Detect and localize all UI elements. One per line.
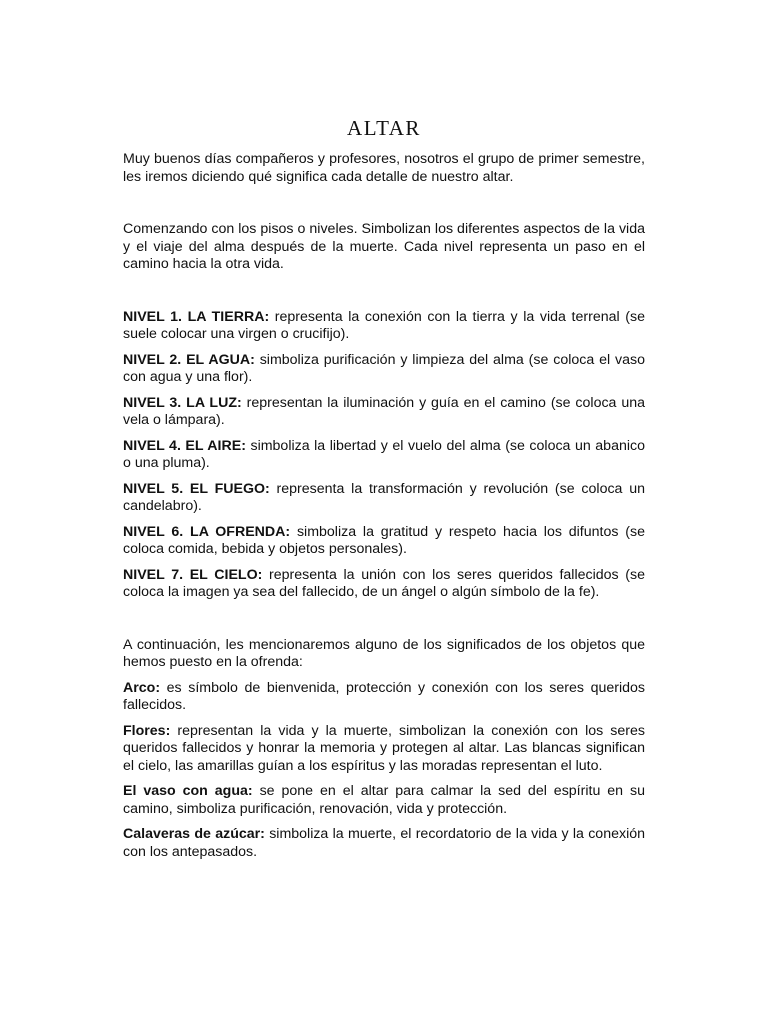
- level-7-paragraph: [123, 567, 645, 602]
- level-5-paragraph: [123, 481, 645, 516]
- objects-intro-paragraph: A continuación, les mencionaremos alguno de los significados de los objetos que hemos puesto en la ofrenda:: [123, 636, 645, 670]
- level-2-paragraph: [123, 352, 645, 387]
- document-body: [123, 151, 645, 861]
- level-label: NIVEL 6. LA OFRENDA:: [123, 523, 291, 540]
- object-text: es símbolo de bienvenida, protección y conexión con los seres queridos fallecidos.: [123, 679, 645, 713]
- object-arco-paragraph: [123, 680, 645, 715]
- page-title: ALTAR: [347, 116, 421, 140]
- object-vaso-paragraph: [123, 783, 645, 818]
- object-text: se pone en el altar para calmar la sed del espíritu en su camino, simboliza purificación, renovación, vida y protección.: [123, 783, 645, 817]
- level-label: NIVEL 4. EL AIRE:: [123, 437, 246, 454]
- object-text: representan la vida y la muerte, simbolizan la conexión con los seres queridos fallecidos y honrar la memoria y protegen al altar. Las blancas significan el cielo, las amarillas guían a los espíritus y las moradas representan el luto.: [123, 722, 645, 774]
- level-4-paragraph: [123, 438, 645, 473]
- level-text: representa la unión con los seres queridos fallecidos (se coloca la imagen ya sea del fallecido, de un ángel o algún símbolo de la fe).: [123, 566, 645, 600]
- object-label: Flores:: [123, 722, 171, 739]
- intro-paragraph: Muy buenos días compañeros y profesores, nosotros el grupo de primer semestre, les iremos diciendo qué significa cada detalle de nuestro altar.: [123, 151, 645, 185]
- level-1-paragraph: [123, 309, 645, 344]
- level-text: representan la iluminación y guía en el camino (se coloca una vela o lámpara).: [123, 394, 646, 428]
- level-6-paragraph: [123, 524, 645, 559]
- level-3-paragraph: [123, 395, 645, 430]
- level-label: NIVEL 3. LA LUZ:: [123, 394, 242, 411]
- level-label: NIVEL 1. LA TIERRA:: [123, 308, 270, 325]
- object-label: Calaveras de azúcar:: [123, 826, 265, 842]
- object-flores-paragraph: [123, 723, 645, 776]
- level-text: simboliza la gratitud y respeto hacia los difuntos (se coloca comida, bebida y objetos personales).: [123, 523, 645, 557]
- level-label: NIVEL 2. EL AGUA:: [123, 351, 255, 368]
- object-calaveras-paragraph: [123, 826, 645, 861]
- object-label: Arco:: [123, 679, 161, 696]
- level-label: NIVEL 5. EL FUEGO:: [123, 480, 270, 497]
- level-text: simboliza la libertad y el vuelo del alma (se coloca un abanico o una pluma).: [123, 437, 645, 471]
- level-text: representa la conexión con la tierra y la vida terrenal (se suele colocar una virgen o crucifijo).: [123, 308, 645, 342]
- levels-intro-paragraph: Comenzando con los pisos o niveles. Simbolizan los diferentes aspectos de la vida y el viaje del alma después de la muerte. Cada nivel representa un paso en el camino hacia la otra vida.: [123, 221, 645, 272]
- level-text: simboliza purificación y limpieza del alma (se coloca el vaso con agua y una flor).: [123, 351, 645, 385]
- object-label: El vaso con agua:: [123, 783, 253, 799]
- level-label: NIVEL 7. EL CIELO:: [123, 566, 263, 583]
- object-text: simboliza la muerte, el recordatorio de la vida y la conexión con los antepasados.: [123, 826, 645, 860]
- level-text: representa la transformación y revolución (se coloca un candelabro).: [123, 480, 646, 514]
